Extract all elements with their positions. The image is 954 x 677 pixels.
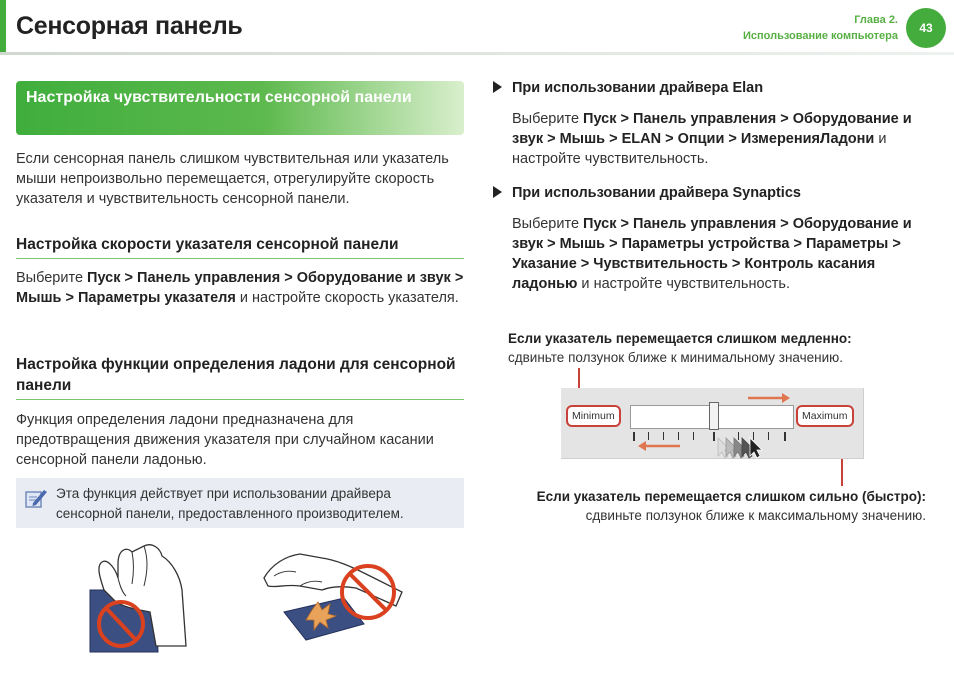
fast-caption xyxy=(537,487,926,525)
page-number-badge: 43 xyxy=(906,8,946,48)
chapter-label xyxy=(743,12,898,44)
speed-paragraph: Выберите Пуск > Панель управления > Оборудование и звук > Мышь > Параметры указателя и настройте скорость указателя. xyxy=(16,270,464,306)
slider-tick xyxy=(768,432,769,440)
mouse-cursor-icon xyxy=(716,434,766,462)
header-divider xyxy=(0,52,954,55)
speed-menu-path: Пуск > Панель управления > Оборудование и звук > Мышь > Параметры указателя xyxy=(16,270,464,306)
slider-tick xyxy=(693,432,694,440)
section-title-box xyxy=(16,81,464,135)
wrist-on-touchpad-illustration xyxy=(256,540,406,656)
chapter-number: Глава 2. xyxy=(854,14,898,26)
chapter-title: Использование компьютера xyxy=(742,30,898,42)
bullet-arrow-icon xyxy=(493,81,502,93)
slider-tick xyxy=(648,432,649,440)
section-title: Настройка чувствительности сенсорной панели xyxy=(26,89,412,106)
note-pencil-icon xyxy=(24,486,48,510)
slow-caption-title: Если указатель перемещается слишком медленно: xyxy=(508,331,852,346)
arrow-right-icon xyxy=(748,393,790,403)
slider-track-right xyxy=(718,405,794,429)
slider-tick xyxy=(678,432,679,440)
elan-menu-path: Пуск > Панель управления > Оборудование и звук > Мышь > ELAN > Опции > ИзмеренияЛадони xyxy=(512,111,912,147)
arrow-left-icon xyxy=(638,441,680,451)
elan-heading: При использовании драйвера Elan xyxy=(493,80,763,96)
intro-paragraph: Если сенсорная панель слишком чувствительная или указатель мыши непроизвольно перемещается, отрегулируйте скорость указателя и чувствительность сенсорной панели. xyxy=(16,151,449,207)
note-box xyxy=(16,478,464,528)
slider-max-label: Maximum xyxy=(796,405,854,427)
synaptics-paragraph: Выберите Пуск > Панель управления > Оборудование и звук > Мышь > Параметры устройства > Параметры > Указание > Чувствительность > Контроль касания ладонью и настройте чувствительность. xyxy=(512,216,912,292)
slider-min-label: Minimum xyxy=(566,405,621,427)
slider-tick xyxy=(784,432,786,441)
slow-caption xyxy=(508,329,852,367)
slider-track-left xyxy=(630,405,710,429)
fast-caption-text: сдвиньте ползунок ближе к максимальному значению. xyxy=(585,508,926,523)
synaptics-heading: При использовании драйвера Synaptics xyxy=(493,185,801,201)
elan-paragraph: Выберите Пуск > Панель управления > Оборудование и звук > Мышь > ELAN > Опции > ИзмеренияЛадони и настройте чувствительность. xyxy=(512,111,912,167)
slider-thumb[interactable] xyxy=(709,402,719,430)
speed-heading: Настройка скорости указателя сенсорной панели xyxy=(16,234,464,259)
palm-on-touchpad-illustration xyxy=(86,540,198,656)
synaptics-menu-path: Пуск > Панель управления > Оборудование и звук > Мышь > Параметры устройства > Параметры > Указание > Чувствительность > Контроль касания ладонью xyxy=(512,216,912,292)
note-text: Эта функция действует при использовании драйвера сенсорной панели, предоставленного производителем. xyxy=(56,486,404,521)
palm-paragraph: Функция определения ладони предназначена для предотвращения движения указателя при случайном касании сенсорной панели ладонью. xyxy=(16,412,434,468)
bullet-arrow-icon xyxy=(493,186,502,198)
palm-heading: Настройка функции определения ладони для сенсорной панели xyxy=(16,354,464,400)
slider-tick xyxy=(633,432,635,441)
header-accent-bar xyxy=(0,0,6,52)
page-title: Сенсорная панель xyxy=(16,12,243,40)
slow-caption-text: сдвиньте ползунок ближе к минимальному значению. xyxy=(508,350,844,365)
slider-tick xyxy=(713,432,715,441)
fast-caption-title: Если указатель перемещается слишком сильно (быстро): xyxy=(536,489,926,504)
slider-tick xyxy=(663,432,664,440)
